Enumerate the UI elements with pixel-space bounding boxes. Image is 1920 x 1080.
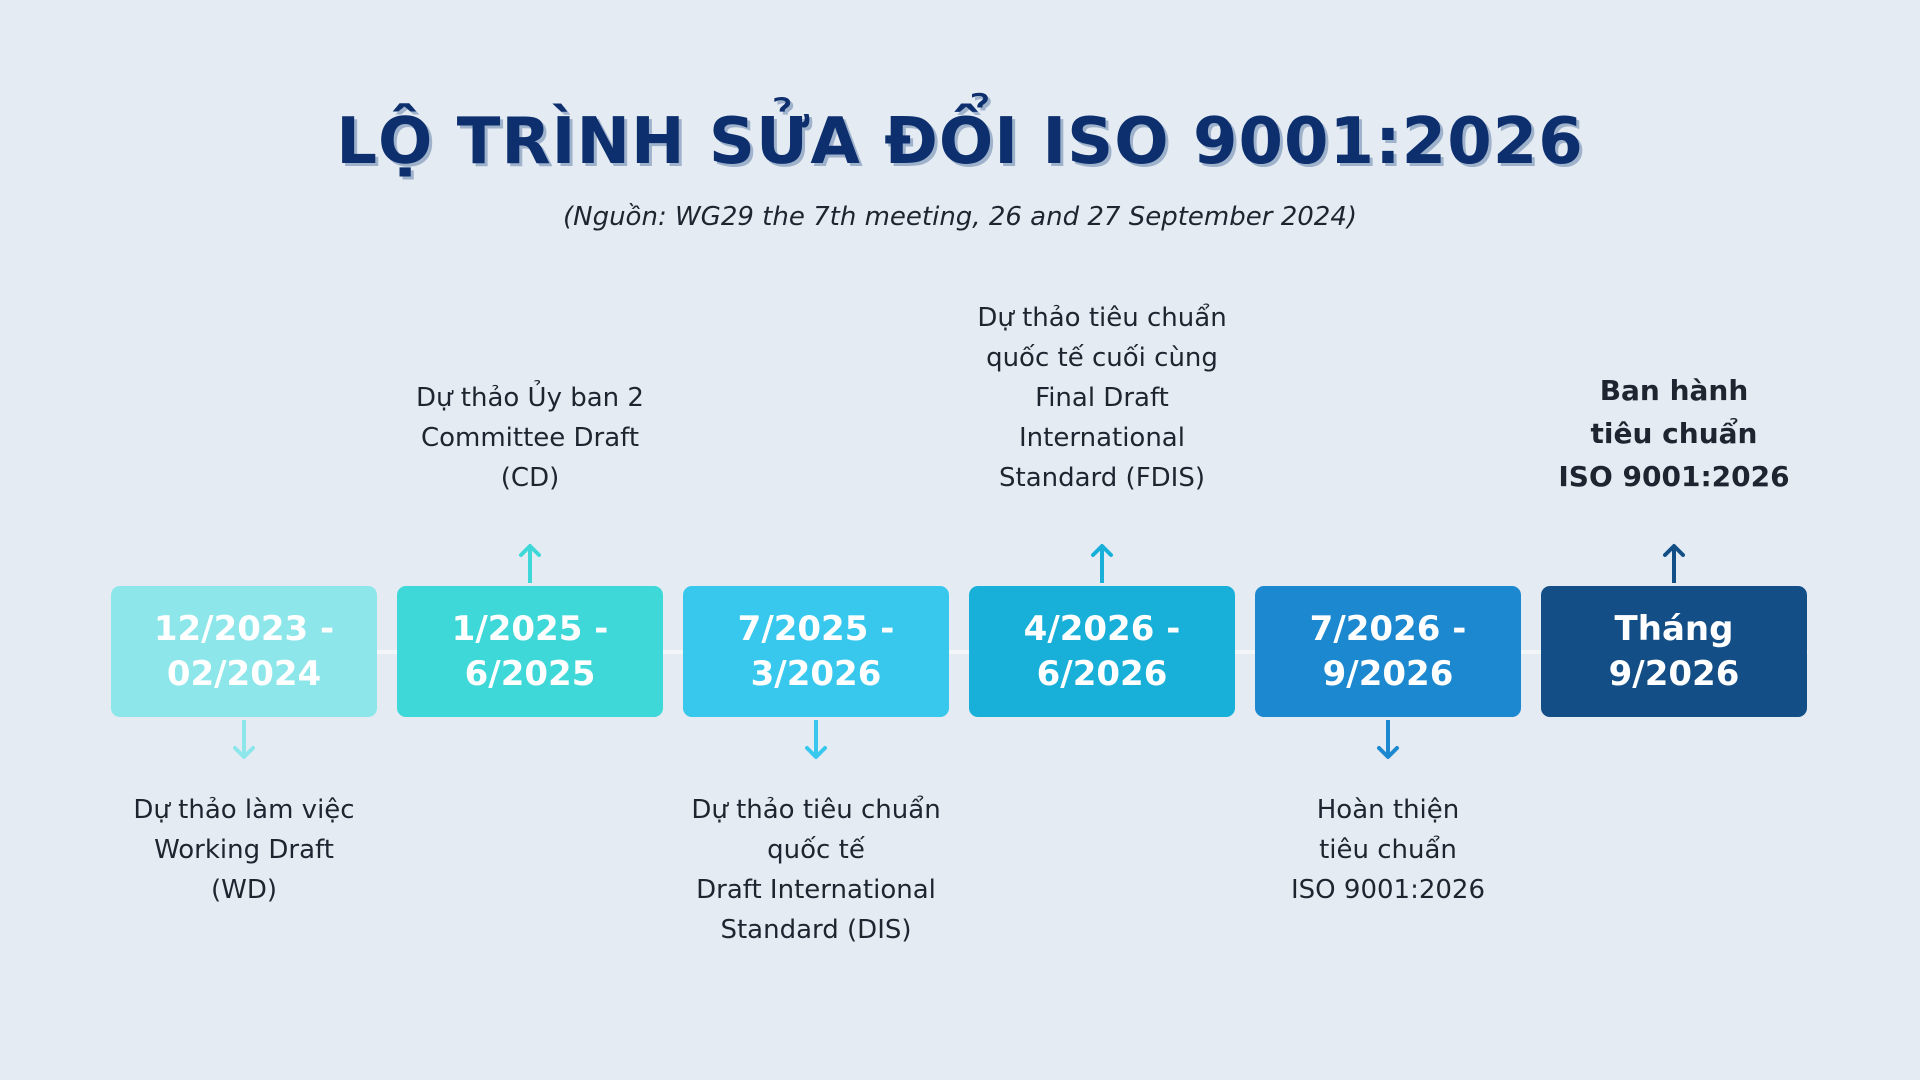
stage-description-line: Dự thảo tiêu chuẩn <box>691 795 941 825</box>
stage-description <box>380 378 680 498</box>
stage-description-line: Ban hành <box>1599 374 1749 407</box>
arrow-up-icon <box>518 543 542 583</box>
stage-date <box>738 607 895 697</box>
stage-date-line: 3/2026 <box>750 653 882 694</box>
arrow-down-icon <box>232 720 256 760</box>
stage-date-line: 7/2026 - <box>1309 608 1467 649</box>
stage-description-line: tiêu chuẩn <box>1319 835 1457 865</box>
stage-description-line: ISO 9001:2026 <box>1558 460 1790 493</box>
stage-date-line: 1/2025 - <box>451 608 609 649</box>
source-subtitle: (Nguồn: WG29 the 7th meeting, 26 and 27 September 2024) <box>562 202 1357 232</box>
stage-description <box>952 298 1252 498</box>
stage-date-line: 9/2026 <box>1608 653 1740 694</box>
stage-description-line: Final Draft <box>1035 383 1169 413</box>
stage-date <box>154 607 334 697</box>
arrow-down-icon <box>1376 720 1400 760</box>
stage-description-line: quốc tế <box>767 835 865 865</box>
stage-description-line: Working Draft <box>154 835 334 865</box>
stage-description-line: Hoàn thiện <box>1316 795 1460 825</box>
stage-description-line: International <box>1019 423 1185 453</box>
stage-description-line: Standard (DIS) <box>720 915 912 945</box>
stage-date <box>1310 607 1467 697</box>
stage-description-line: Committee Draft <box>420 423 640 453</box>
stage-date-box <box>111 586 377 717</box>
stage-date-line: 6/2026 <box>1036 653 1168 694</box>
stage-date <box>1609 607 1740 697</box>
stage-date <box>452 607 609 697</box>
stage-date-box <box>1255 586 1521 717</box>
stage-date-box <box>397 586 663 717</box>
stage-description-line: Draft International <box>696 875 936 905</box>
page-title: LỘ TRÌNH SỬA ĐỔI ISO 9001:2026 <box>336 105 1584 179</box>
arrow-down-icon <box>804 720 828 760</box>
stage-description-line: Dự thảo tiêu chuẩn <box>977 303 1227 333</box>
stage-date-box <box>969 586 1235 717</box>
stage-date-line: 02/2024 <box>166 653 322 694</box>
stage-description-line: (WD) <box>210 875 277 905</box>
stage-description-line: (CD) <box>500 463 560 493</box>
stage-description-line: quốc tế cuối cùng <box>986 343 1218 373</box>
arrow-up-icon <box>1090 543 1114 583</box>
stage-date-line: Tháng <box>1614 608 1734 649</box>
stage-date-box <box>1541 586 1807 717</box>
stage-description <box>94 790 394 910</box>
stage-description <box>1238 790 1538 910</box>
stage-date <box>1024 607 1181 697</box>
stage-date-line: 6/2025 <box>464 653 596 694</box>
stage-description-line: Dự thảo làm việc <box>133 795 355 825</box>
stage-date-line: 4/2026 - <box>1023 608 1181 649</box>
stage-date-box <box>683 586 949 717</box>
stage-date-line: 7/2025 - <box>737 608 895 649</box>
stage-description-line: ISO 9001:2026 <box>1291 875 1485 905</box>
stage-description-line: Standard (FDIS) <box>999 463 1205 493</box>
stage-description <box>1524 369 1824 498</box>
stage-description-line: tiêu chuẩn <box>1590 417 1758 450</box>
stage-date-line: 12/2023 - <box>153 608 335 649</box>
arrow-up-icon <box>1662 543 1686 583</box>
stage-date-line: 9/2026 <box>1322 653 1454 694</box>
stage-description <box>666 790 966 950</box>
stage-description-line: Dự thảo Ủy ban 2 <box>416 383 644 413</box>
